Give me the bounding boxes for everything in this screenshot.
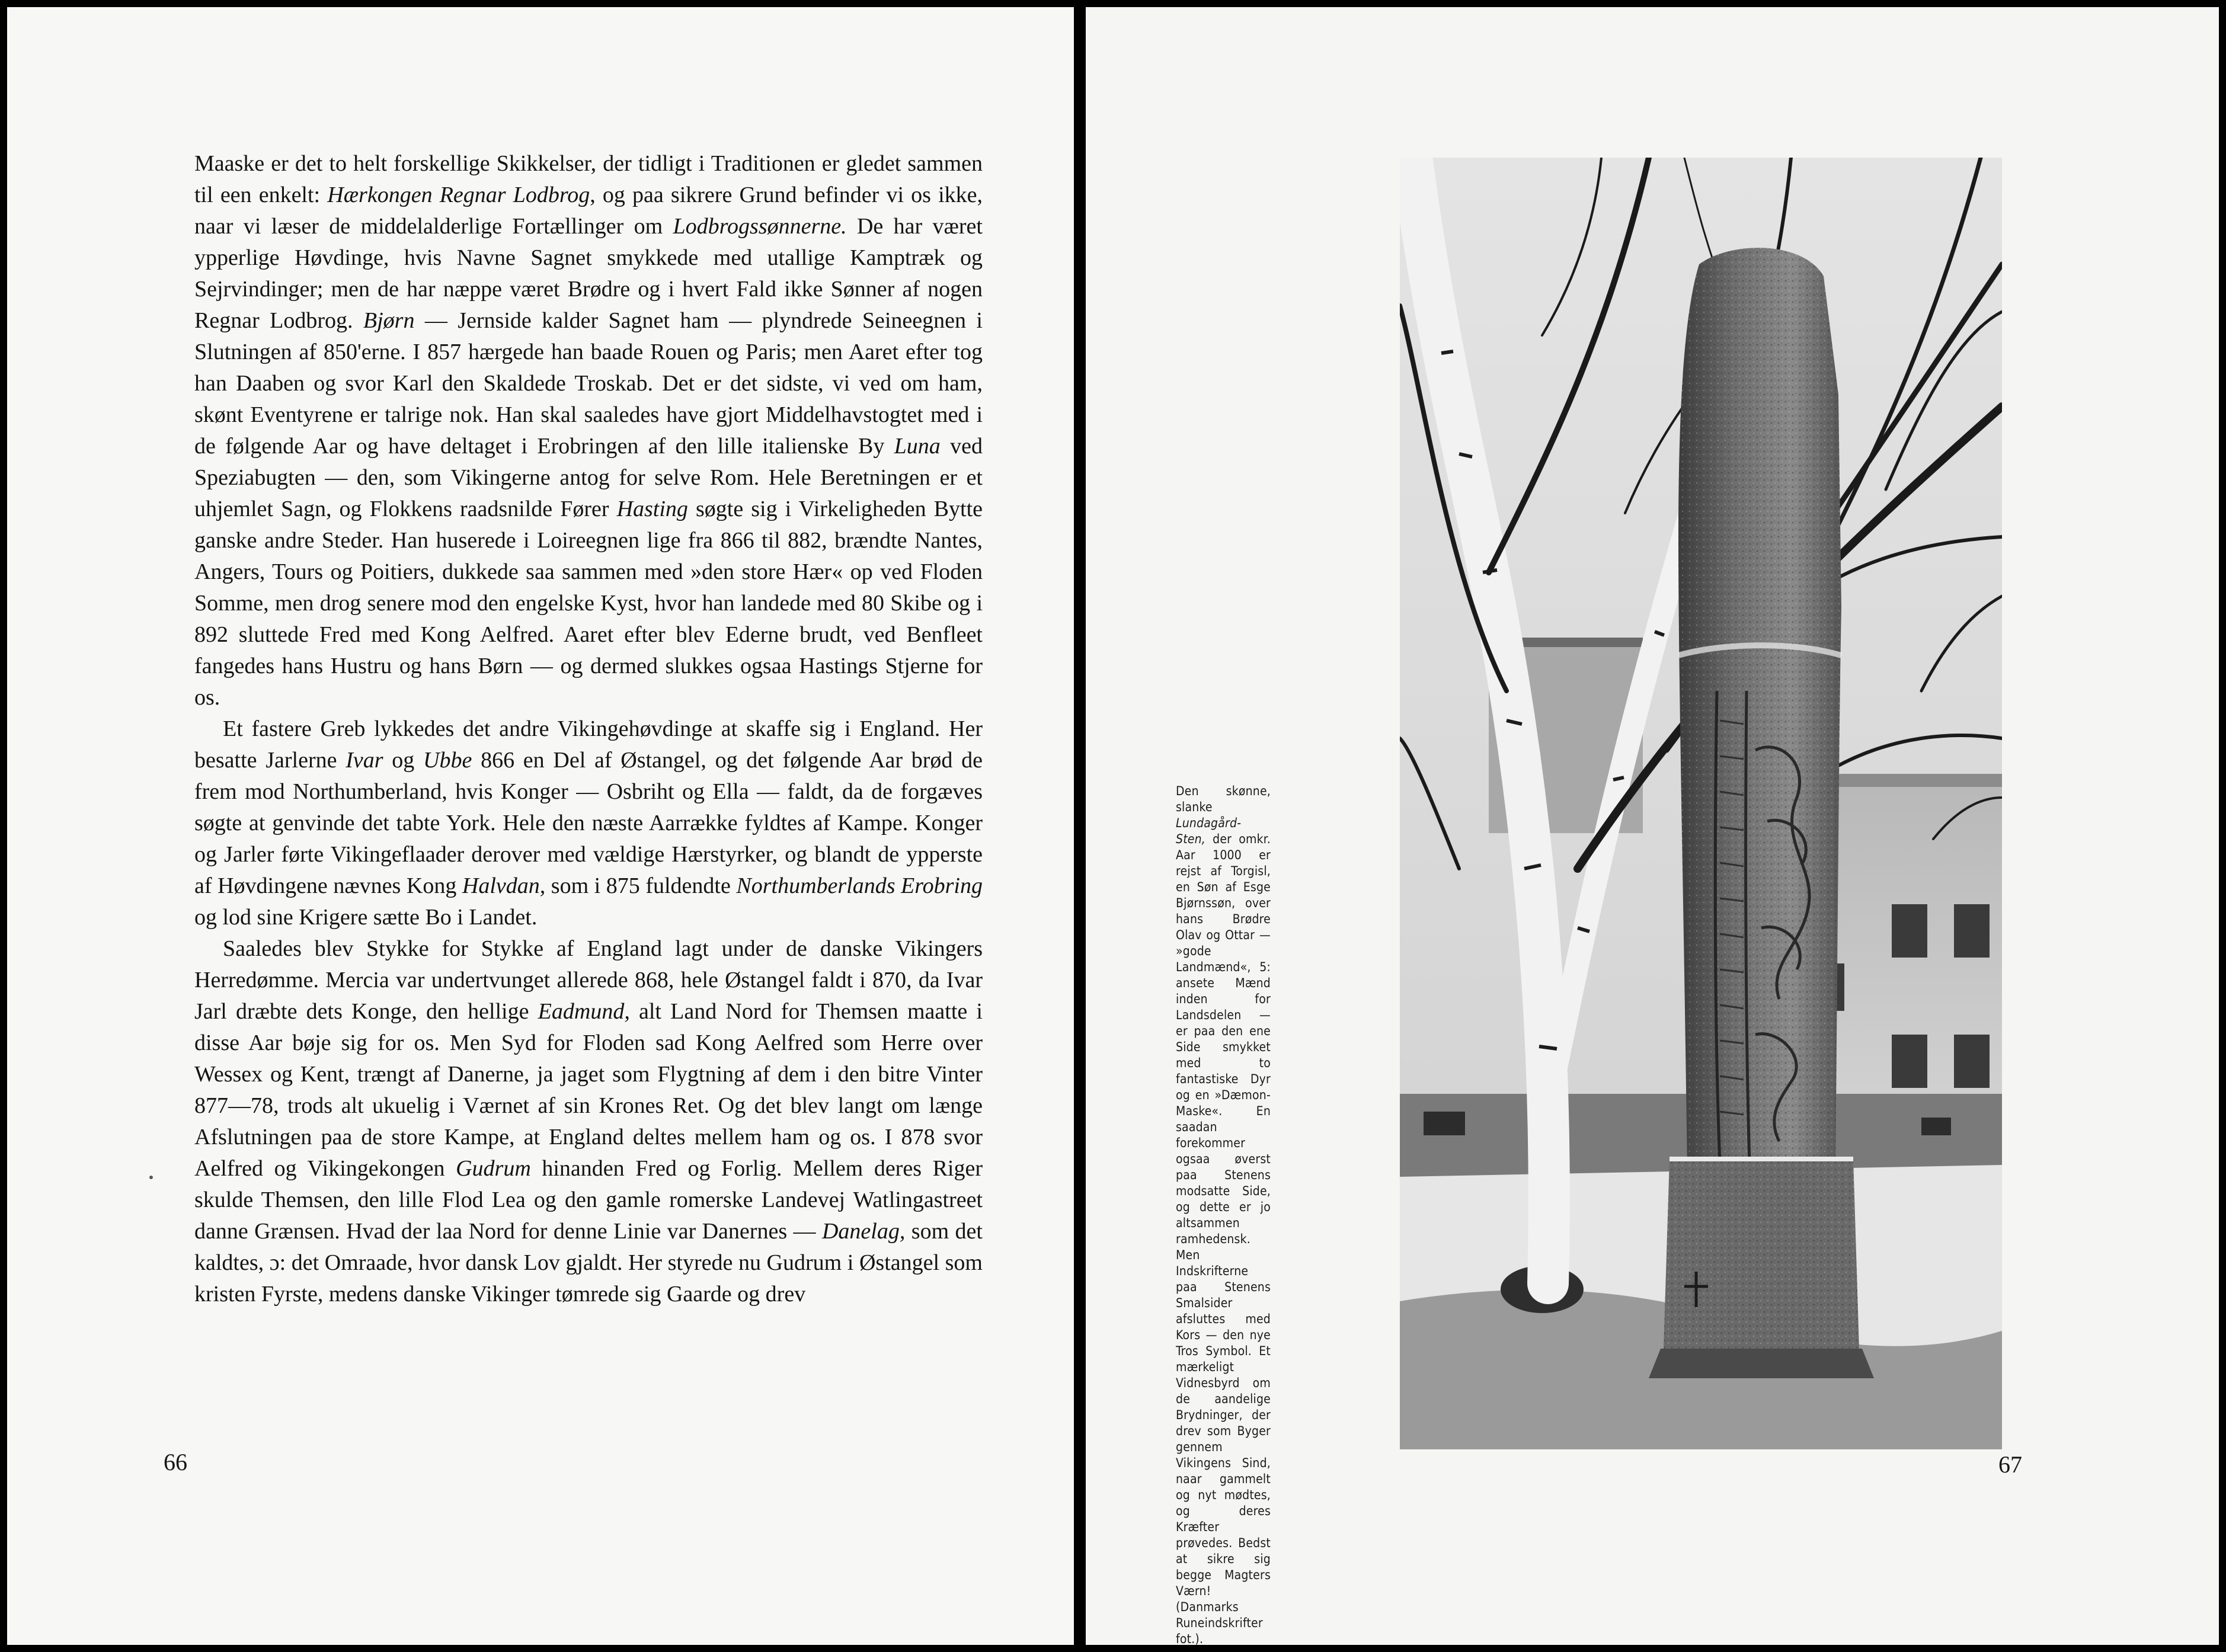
left-page — [7, 7, 1074, 1645]
text-segment: Danelag, — [821, 1219, 906, 1244]
text-segment: Bjørn — [363, 308, 415, 333]
text-segment: Luna — [894, 434, 941, 459]
text-segment: og — [383, 748, 424, 773]
text-segment: ved Speziabugten — den, som Vikingerne antog for selve Rom. Hele Beretningen er et uhjemlet Sagn, og Flokkens raadsnilde Fører — [194, 434, 983, 521]
text-segment: som det kaldtes, ɔ: det Omraade, hvor dansk Lov gjaldt. Her styrede nu Gudrum i Østangel som kristen Fyrste, medens danske Vikinger tømrede sig Gaarde og drev — [194, 1219, 983, 1307]
text-segment: Ubbe — [423, 748, 472, 773]
margin-speck — [149, 1176, 153, 1179]
text-segment: Ivar — [346, 748, 383, 773]
text-segment: Lodbrogssønnerne. — [673, 214, 847, 239]
text-segment: der omkr. Aar 1000 er rejst af Torgisl, en Søn af Esge Bjørnssøn, over hans Brødre Olav og Ottar — »gode Landmænd«, 5: ansete Mænd inden for Landsdelen — er paa den ene Side smykket med to fantastiske Dyr og en »Dæmon-Maske«. En saadan forekommer ogsaa øverst paa Stenens modsatte Side, og dette er jo altsammen ramhedensk. Men Indskrifterne paa Stenens Smalsider afsluttes med Kors — den nye Tros Symbol. Et mærkeligt Vidnesbyrd om de aandelige Brydninger, der drev som Byger gennem Vikingens Sind, naar gammelt og nyt mødtes, og deres Kræfter prøvedes. Bedst at sikre sig begge Magters Værn! (Danmarks Runeindskrifter fot.). — [1176, 832, 1271, 1646]
page-number-right: 67 — [1998, 1451, 2022, 1478]
text-segment: Hærkongen Regnar Lodbrog — [327, 183, 590, 207]
text-segment: Maaske er det to helt forskellige Skikkelser, der tidligt i Traditionen er gledet sammen til een enkelt: — [194, 151, 983, 207]
text-segment: alt Land Nord for Themsen maatte i disse Aar bøje sig for os. Men Syd for Floden sad Kong Aelfred som Herre over Wessex og Kent, trængt af Danerne, ja jaget som Flygtning af dem i den bitre Vinter 877—78, trods alt ukuelig i Værnet af sin Krones Ret. Og det blev langt om længe Afslutningen paa de store Kampe, at England deltes mellem ham og os. I 878 svor Aelfred og Vikingekongen — [194, 999, 983, 1181]
text-segment: og lod sine Krigere sætte Bo i Landet. — [194, 905, 538, 930]
text-segment: som i 875 fuldendte — [545, 873, 737, 898]
paragraph-3 — [194, 933, 983, 1310]
paragraph-1 — [194, 148, 983, 713]
text-segment: Hasting — [616, 497, 688, 521]
text-segment: Northumberlands Erobring — [736, 873, 983, 898]
text-segment: hinanden Fred og Forlig. Mellem deres Riger skulde Themsen, den lille Flod Lea og den gamle romerske Landevej Watlingastreet danne Grænsen. Hvad der laa Nord for denne Linie var Danernes — — [194, 1156, 983, 1244]
runestone-photo — [1400, 158, 2002, 1449]
text-segment: Saaledes blev Stykke for Stykke af England lagt under de danske Vikingers Herredømme. Mercia var undertvunget allerede 868, hele Østangel faldt i 870, da Ivar Jarl dræbte dets Konge, den hellige — [194, 936, 983, 1024]
text-segment: Gudrum — [456, 1156, 531, 1181]
text-segment: søgte sig i Virkeligheden Bytte ganske andre Steder. Han huserede i Loireegnen lige fra 866 til 882, brændte Nantes, Angers, Tours og Poitiers, dukkede saa sammen med »den store Hær« op ved Floden Somme, men drog senere mod den engelske Kyst, hvor han landede med 80 Skibe og i 892 sluttede Fred med Kong Aelfred. Aaret efter blev Ederne brudt, ved Benfleet fangedes hans Hustru og hans Børn — og dermed slukkes ogsaa Hastings Stjerne for os. — [194, 497, 983, 710]
text-segment: Et fastere Greb lykkedes det andre Vikingehøvdinge at skaffe sig i England. Her besatte Jarlerne — [194, 716, 983, 773]
text-segment: Eadmund, — [538, 999, 630, 1024]
paragraph-2 — [194, 713, 983, 933]
body-text — [194, 148, 983, 1310]
text-segment: 866 en Del af Østangel, og det følgende Aar brød de frem mod Northumberland, hvis Konger — Osbriht og Ella — faldt, da de forgæves søgte at genvinde det tabte York. Hele den næste Aarrække fyldtes af Kampe. Konger og Jarler førte Vikingeflaader derover med vældige Hærstyrker, og blandt de ypperste af Høvdingene nævnes Kong — [194, 748, 983, 898]
photo-caption — [1176, 783, 1271, 1647]
right-page — [1086, 7, 2219, 1645]
text-segment: Lundagård-Sten, — [1176, 816, 1242, 846]
page-number-left: 66 — [164, 1449, 187, 1475]
text-segment: Halvdan, — [462, 873, 546, 898]
text-segment: De har været ypperlige Høvdinge, hvis Navne Sagnet smykkede med utallige Kamptræk og Sejrvindinger; men de har næppe været Brødre og i hvert Fald ikke Sønner af nogen Regnar Lodbrog. — [194, 214, 983, 333]
text-segment: , og paa sikrere Grund befinder vi os ikke, naar vi læser de middelalderlige Fortællinger om — [194, 183, 983, 239]
text-segment: Den skønne, slanke — [1176, 784, 1271, 814]
text-segment: — Jernside kalder Sagnet ham — plyndrede Seineegnen i Slutningen af 850'erne. I 857 hærgede han baade Rouen og Paris; men Aaret efter tog han Daaben og svor Karl den Skaldede Troskab. Det er det sidste, vi ved om ham, skønt Eventyrene er talrige nok. Han skal saaledes have gjort Middelhavstogtet med i de følgende Aar og have deltaget i Erobringen af den lille italienske By — [194, 308, 983, 459]
